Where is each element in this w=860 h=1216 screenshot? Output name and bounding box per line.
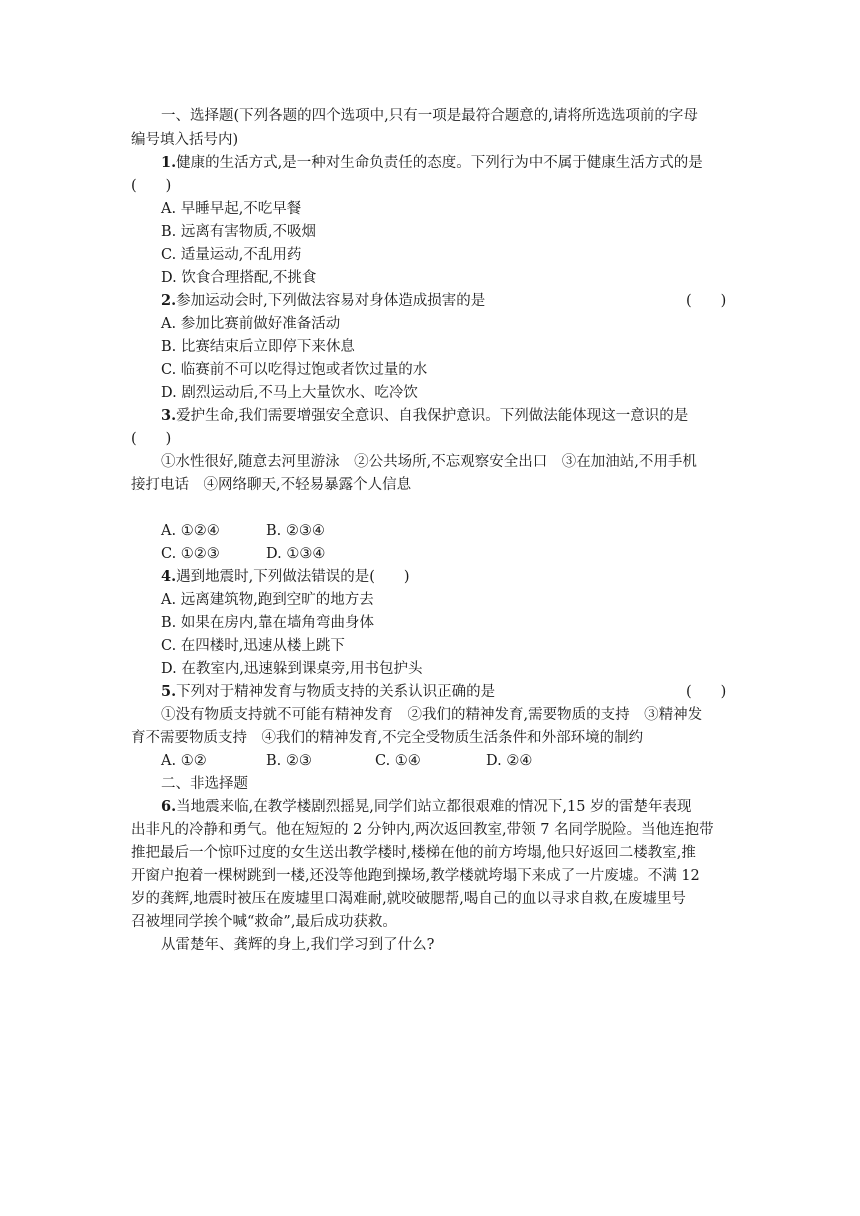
q4-stem-text: 遇到地震时,下列做法错误的是( )	[176, 569, 410, 585]
q2-stem-text: 参加运动会时,下列做法容易对身体造成损害的是	[176, 293, 486, 309]
q4-stem	[161, 567, 410, 587]
q1-option-c: C. 适量运动,不乱用药	[161, 247, 302, 263]
q6-paragraph-line6: 召被埋同学挨个喊“救命”,最后成功获救。	[131, 914, 397, 930]
q5-stem	[161, 682, 495, 702]
q5-stem-text: 下列对于精神发育与物质支持的关系认识正确的是	[176, 684, 496, 700]
q2-option-a: A. 参加比赛前做好准备活动	[161, 316, 341, 332]
q1-option-a: A. 早睡早起,不吃早餐	[161, 201, 302, 217]
q5-option-a: A. ①②	[161, 753, 207, 769]
q3-items-line2: 接打电话 ④网络聊天,不轻易暴露个人信息	[131, 477, 412, 493]
q3-number: 3.	[161, 407, 177, 424]
q5-option-d: D. ②④	[486, 753, 533, 769]
q3-items-line1: ①水性很好,随意去河里游泳 ②公共场所,不忘观察安全出口 ③在加油站,不用手机	[161, 454, 697, 470]
q1-number: 1.	[161, 154, 177, 171]
q1-answer-paren: ( )	[131, 178, 172, 194]
q4-option-b: B. 如果在房内,靠在墙角弯曲身体	[161, 615, 374, 631]
q1-option-b: B. 远离有害物质,不吸烟	[161, 224, 316, 240]
q2-option-d: D. 剧烈运动后,不马上大量饮水、吃冷饮	[161, 385, 418, 401]
q5-number: 5.	[161, 683, 177, 700]
q5-answer-paren: ( )	[686, 684, 727, 700]
q2-option-c: C. 临赛前不可以吃得过饱或者饮过量的水	[161, 362, 428, 378]
q6-paragraph-line5: 岁的龚辉,地震时被压在废墟里口渴难耐,就咬破腮帮,喝自己的血以寻求自救,在废墟里号	[131, 891, 686, 907]
q2-number: 2.	[161, 292, 177, 309]
q3-stem-text: 爱护生命,我们需要增强安全意识、自我保护意识。下列做法能体现这一意识的是	[176, 408, 689, 424]
q5-items-line1: ①没有物质支持就不可能有精神发育 ②我们的精神发育,需要物质的支持 ③精神发	[161, 707, 703, 723]
q5-option-b: B. ②③	[266, 753, 312, 769]
q1-stem-text: 健康的生活方式,是一种对生命负责任的态度。下列行为中不属于健康生活方式的是	[176, 155, 703, 171]
q2-stem	[161, 291, 485, 311]
q3-stem	[161, 406, 688, 426]
section1-heading-line1: 一、选择题(下列各题的四个选项中,只有一项是最符合题意的,请将所选选项前的字母	[161, 108, 698, 124]
q6-question: 从雷楚年、龚辉的身上,我们学习到了什么?	[161, 937, 435, 953]
q2-answer-paren: ( )	[686, 293, 727, 309]
q5-items-line2: 育不需要物质支持 ④我们的精神发育,不完全受物质生活条件和外部环境的制约	[131, 730, 644, 746]
q6-paragraph-line4: 开窗户抱着一棵树跳到一楼,还没等他跑到操场,教学楼就垮塌下来成了一片废墟。不满 12	[131, 868, 700, 884]
q2-option-b: B. 比赛结束后立即停下来休息	[161, 339, 355, 355]
q6-paragraph-line3: 推把最后一个惊吓过度的女生送出教学楼时,楼梯在他的前方垮塌,他只好返回二楼教室,推	[131, 845, 696, 861]
q1-option-d: D. 饮食合理搭配,不挑食	[161, 270, 317, 286]
q4-option-a: A. 远离建筑物,跑到空旷的地方去	[161, 592, 374, 608]
q3-option-c: C. ①②③	[161, 546, 220, 562]
q3-option-d: D. ①③④	[266, 546, 326, 562]
section2-heading: 二、非选择题	[161, 776, 248, 792]
q6-text-line1: 当地震来临,在教学楼剧烈摇晃,同学们站立都很艰难的情况下,15 岁的雷楚年表现	[176, 799, 692, 815]
q5-option-c: C. ①④	[375, 753, 421, 769]
q1-stem	[161, 153, 703, 173]
q3-option-a: A. ①②④	[161, 523, 220, 539]
q3-answer-paren: ( )	[131, 431, 172, 447]
q4-number: 4.	[161, 568, 177, 585]
q3-option-b: B. ②③④	[266, 523, 325, 539]
q6-number: 6.	[161, 798, 177, 815]
q4-option-d: D. 在教室内,迅速躲到课桌旁,用书包护头	[161, 661, 423, 677]
section1-heading-line2: 编号填入括号内)	[131, 132, 239, 148]
q6-paragraph-line1	[161, 797, 692, 817]
q4-option-c: C. 在四楼时,迅速从楼上跳下	[161, 638, 345, 654]
q6-paragraph-line2: 出非凡的冷静和勇气。他在短短的 2 分钟内,两次返回教室,带领 7 名同学脱险。当他连抱带	[131, 822, 714, 838]
